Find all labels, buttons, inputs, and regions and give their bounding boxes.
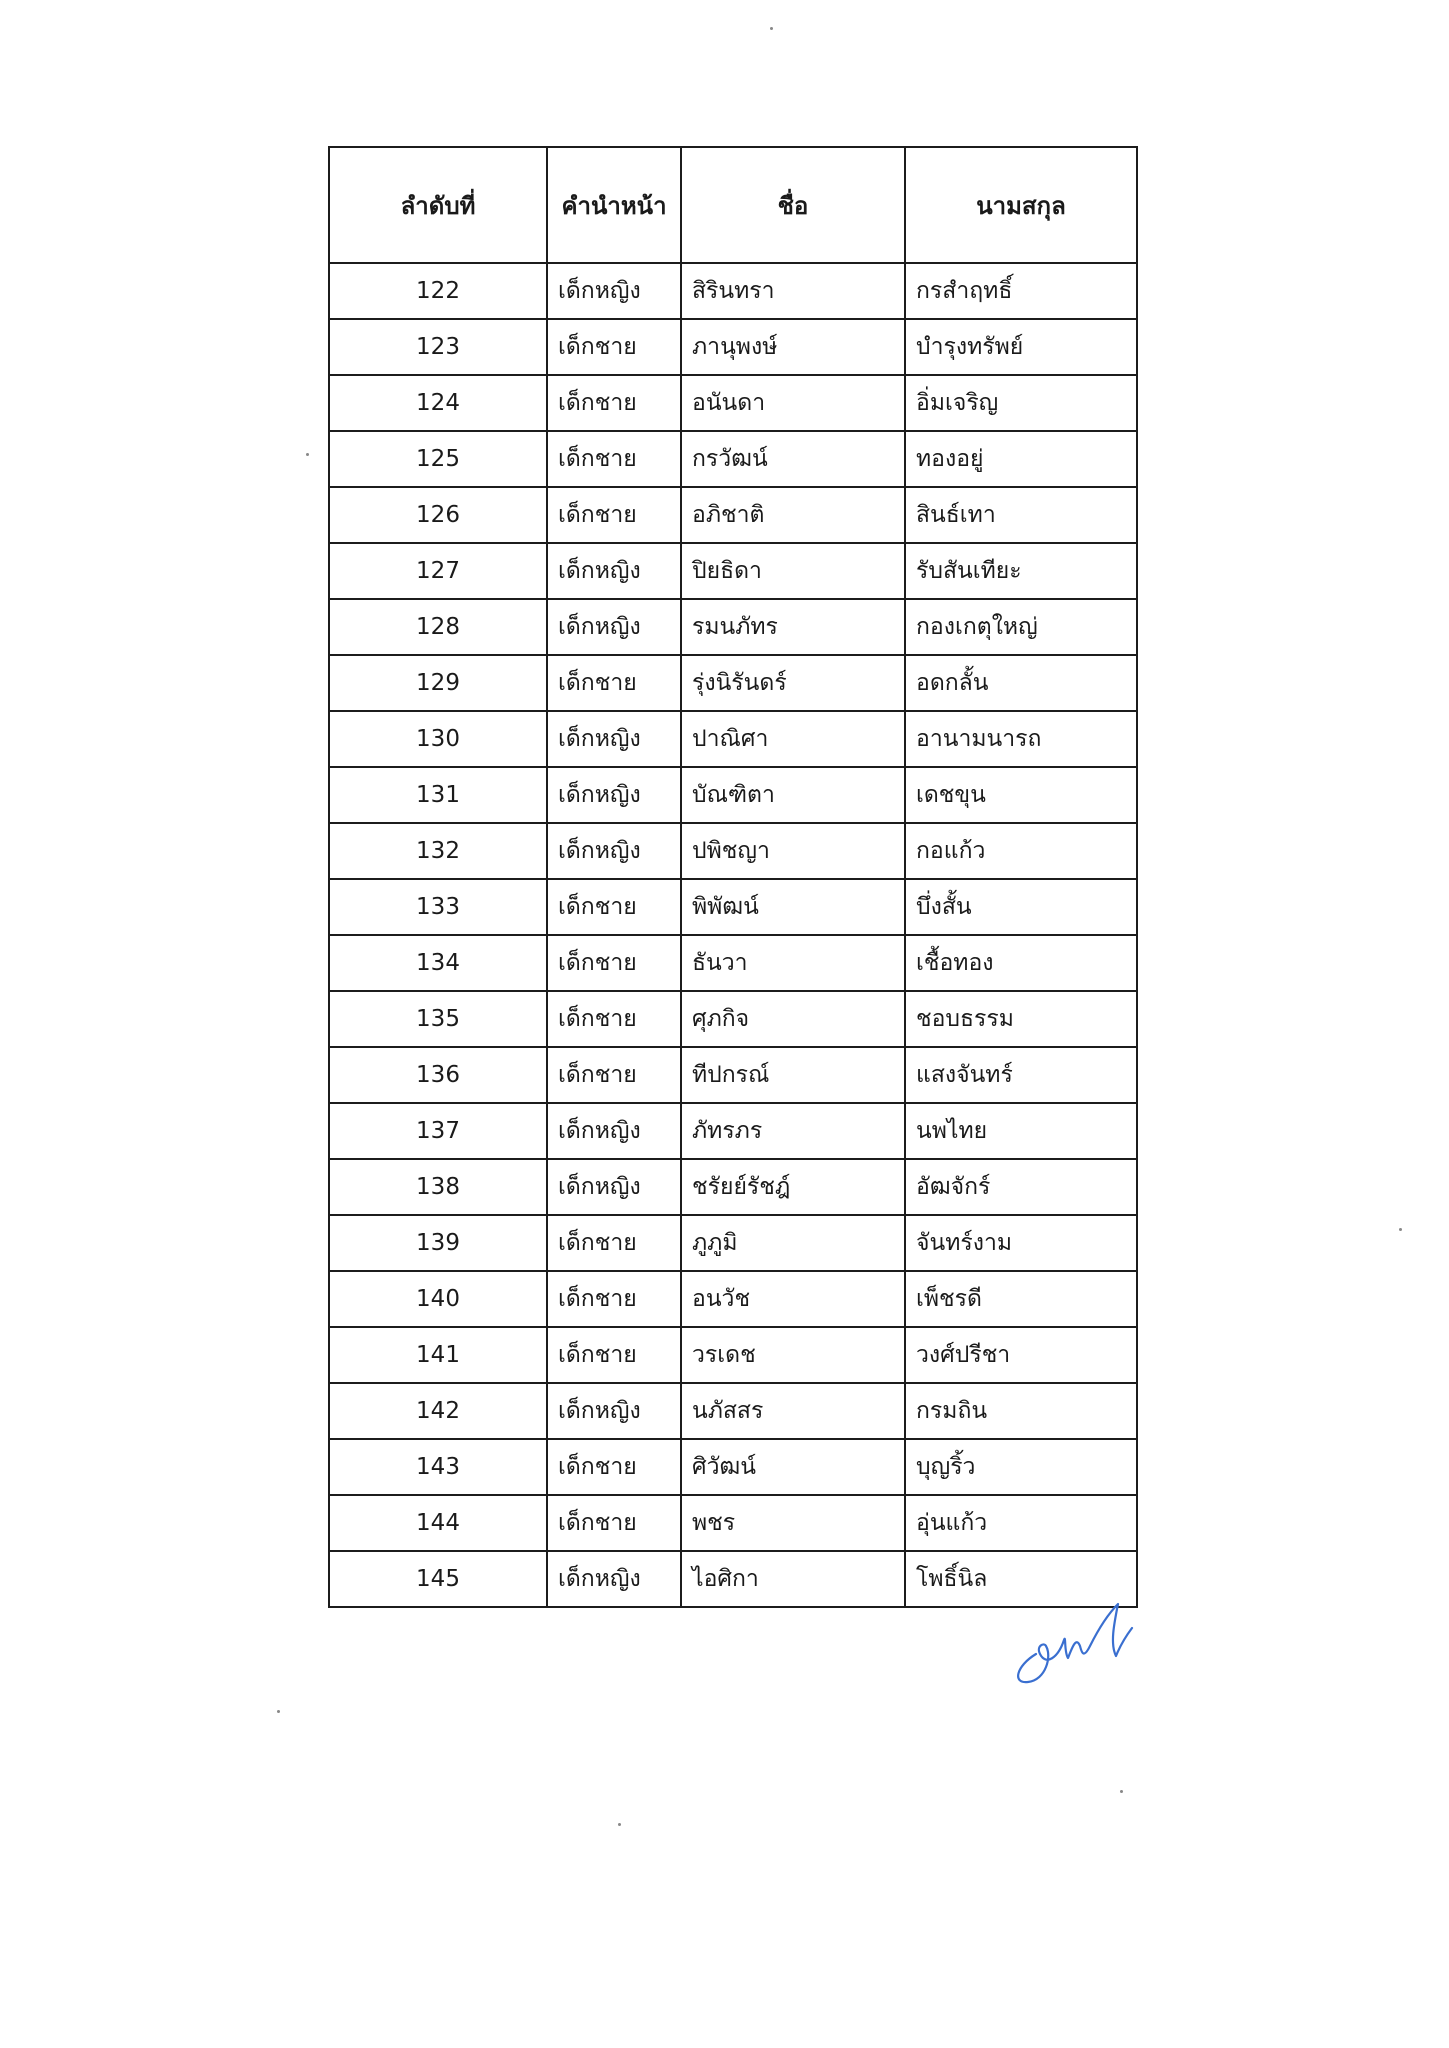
- row-first-name: รุ่งนิรันดร์: [681, 655, 905, 711]
- row-number: 145: [329, 1551, 547, 1607]
- row-last-name: จันทร์งาม: [905, 1215, 1137, 1271]
- row-number: 126: [329, 487, 547, 543]
- row-prefix: เด็กหญิง: [547, 599, 681, 655]
- row-number: 140: [329, 1271, 547, 1327]
- row-number: 135: [329, 991, 547, 1047]
- row-last-name: รับสันเทียะ: [905, 543, 1137, 599]
- table-row: [329, 1215, 1137, 1271]
- row-prefix: เด็กชาย: [547, 879, 681, 935]
- row-last-name: บึ่งสั้น: [905, 879, 1137, 935]
- row-first-name: พชร: [681, 1495, 905, 1551]
- table-row: [329, 1439, 1137, 1495]
- row-last-name: อดกลั้น: [905, 655, 1137, 711]
- row-prefix: เด็กชาย: [547, 991, 681, 1047]
- table-row: [329, 767, 1137, 823]
- row-last-name: สินธ์เทา: [905, 487, 1137, 543]
- row-prefix: เด็กหญิง: [547, 1551, 681, 1607]
- row-number: 131: [329, 767, 547, 823]
- scan-speck: [1399, 1228, 1402, 1231]
- table-header-row: [329, 147, 1137, 263]
- row-prefix: เด็กชาย: [547, 375, 681, 431]
- row-last-name: โพธิ์นิล: [905, 1551, 1137, 1607]
- row-first-name: ชรัยย์รัชฎ์: [681, 1159, 905, 1215]
- row-first-name: ศิวัฒน์: [681, 1439, 905, 1495]
- row-prefix: เด็กชาย: [547, 431, 681, 487]
- scan-speck: [277, 1710, 280, 1713]
- table-row: [329, 1327, 1137, 1383]
- row-number: 127: [329, 543, 547, 599]
- row-first-name: อนันดา: [681, 375, 905, 431]
- table-row: [329, 823, 1137, 879]
- row-prefix: เด็กหญิง: [547, 823, 681, 879]
- row-prefix: เด็กชาย: [547, 655, 681, 711]
- row-number: 132: [329, 823, 547, 879]
- row-number: 139: [329, 1215, 547, 1271]
- row-prefix: เด็กหญิง: [547, 711, 681, 767]
- row-prefix: เด็กชาย: [547, 319, 681, 375]
- row-last-name: เชื้อทอง: [905, 935, 1137, 991]
- row-last-name: กองเกตุใหญ่: [905, 599, 1137, 655]
- row-first-name: อภิชาติ: [681, 487, 905, 543]
- table-row: [329, 599, 1137, 655]
- table-row: [329, 655, 1137, 711]
- header-last-name: นามสกุล: [905, 147, 1137, 263]
- student-roster-table: [328, 146, 1138, 1608]
- table-row: [329, 319, 1137, 375]
- row-first-name: ปาณิศา: [681, 711, 905, 767]
- table-row: [329, 487, 1137, 543]
- row-prefix: เด็กชาย: [547, 1495, 681, 1551]
- row-prefix: เด็กชาย: [547, 1327, 681, 1383]
- row-last-name: บำรุงทรัพย์: [905, 319, 1137, 375]
- row-number: 124: [329, 375, 547, 431]
- row-number: 144: [329, 1495, 547, 1551]
- row-prefix: เด็กหญิง: [547, 1103, 681, 1159]
- handwritten-signature: [1006, 1596, 1136, 1688]
- row-number: 129: [329, 655, 547, 711]
- row-last-name: วงศ์ปรีชา: [905, 1327, 1137, 1383]
- row-prefix: เด็กชาย: [547, 487, 681, 543]
- table-row: [329, 711, 1137, 767]
- row-last-name: อัฒจักร์: [905, 1159, 1137, 1215]
- row-first-name: กรวัฒน์: [681, 431, 905, 487]
- row-first-name: ไอศิกา: [681, 1551, 905, 1607]
- row-first-name: ปิยธิดา: [681, 543, 905, 599]
- header-first-name: ชื่อ: [681, 147, 905, 263]
- row-first-name: รมนภัทร: [681, 599, 905, 655]
- table-row: [329, 1159, 1137, 1215]
- row-number: 134: [329, 935, 547, 991]
- row-number: 125: [329, 431, 547, 487]
- row-number: 133: [329, 879, 547, 935]
- row-prefix: เด็กหญิง: [547, 543, 681, 599]
- row-prefix: เด็กชาย: [547, 935, 681, 991]
- signature-stroke: [1018, 1604, 1132, 1682]
- row-number: 128: [329, 599, 547, 655]
- row-last-name: เดชขุน: [905, 767, 1137, 823]
- row-last-name: อานามนารถ: [905, 711, 1137, 767]
- row-last-name: กรสำฤทธิ์: [905, 263, 1137, 319]
- table-row: [329, 1271, 1137, 1327]
- row-first-name: อนวัช: [681, 1271, 905, 1327]
- row-prefix: เด็กหญิง: [547, 767, 681, 823]
- table-row: [329, 375, 1137, 431]
- table-row: [329, 543, 1137, 599]
- row-prefix: เด็กชาย: [547, 1047, 681, 1103]
- table-row: [329, 935, 1137, 991]
- row-first-name: ศุภกิจ: [681, 991, 905, 1047]
- row-first-name: พิพัฒน์: [681, 879, 905, 935]
- row-number: 137: [329, 1103, 547, 1159]
- scan-speck: [618, 1823, 621, 1826]
- scan-speck: [306, 453, 309, 456]
- row-last-name: อุ่นแก้ว: [905, 1495, 1137, 1551]
- row-first-name: ปพิชญา: [681, 823, 905, 879]
- header-prefix: คำนำหน้า: [547, 147, 681, 263]
- row-first-name: ภัทรภร: [681, 1103, 905, 1159]
- row-first-name: ภูภูมิ: [681, 1215, 905, 1271]
- row-prefix: เด็กชาย: [547, 1439, 681, 1495]
- row-number: 136: [329, 1047, 547, 1103]
- row-first-name: ทีปกรณ์: [681, 1047, 905, 1103]
- row-first-name: นภัสสร: [681, 1383, 905, 1439]
- row-prefix: เด็กหญิง: [547, 263, 681, 319]
- row-first-name: วรเดช: [681, 1327, 905, 1383]
- row-number: 123: [329, 319, 547, 375]
- row-prefix: เด็กชาย: [547, 1271, 681, 1327]
- table-row: [329, 1495, 1137, 1551]
- row-number: 138: [329, 1159, 547, 1215]
- row-last-name: บุญริ้ว: [905, 1439, 1137, 1495]
- row-last-name: แสงจันทร์: [905, 1047, 1137, 1103]
- row-number: 122: [329, 263, 547, 319]
- row-prefix: เด็กหญิง: [547, 1383, 681, 1439]
- row-prefix: เด็กหญิง: [547, 1159, 681, 1215]
- row-number: 142: [329, 1383, 547, 1439]
- row-first-name: ภานุพงษ์: [681, 319, 905, 375]
- row-last-name: เพ็ชรดี: [905, 1271, 1137, 1327]
- table-row: [329, 263, 1137, 319]
- table-row: [329, 879, 1137, 935]
- row-last-name: ทองอยู่: [905, 431, 1137, 487]
- scan-speck: [770, 27, 773, 30]
- row-first-name: บัณฑิตา: [681, 767, 905, 823]
- row-last-name: กอแก้ว: [905, 823, 1137, 879]
- row-last-name: อิ่มเจริญ: [905, 375, 1137, 431]
- row-number: 143: [329, 1439, 547, 1495]
- scan-speck: [1120, 1790, 1123, 1793]
- header-number: ลำดับที่: [329, 147, 547, 263]
- row-last-name: กรมถิน: [905, 1383, 1137, 1439]
- table-body: [329, 263, 1137, 1607]
- row-first-name: ธันวา: [681, 935, 905, 991]
- table-row: [329, 431, 1137, 487]
- row-number: 141: [329, 1327, 547, 1383]
- row-prefix: เด็กชาย: [547, 1215, 681, 1271]
- table-row: [329, 1103, 1137, 1159]
- table-row: [329, 1383, 1137, 1439]
- row-first-name: สิรินทรา: [681, 263, 905, 319]
- row-number: 130: [329, 711, 547, 767]
- table-row: [329, 991, 1137, 1047]
- row-last-name: นพไทย: [905, 1103, 1137, 1159]
- row-last-name: ชอบธรรม: [905, 991, 1137, 1047]
- table-row: [329, 1047, 1137, 1103]
